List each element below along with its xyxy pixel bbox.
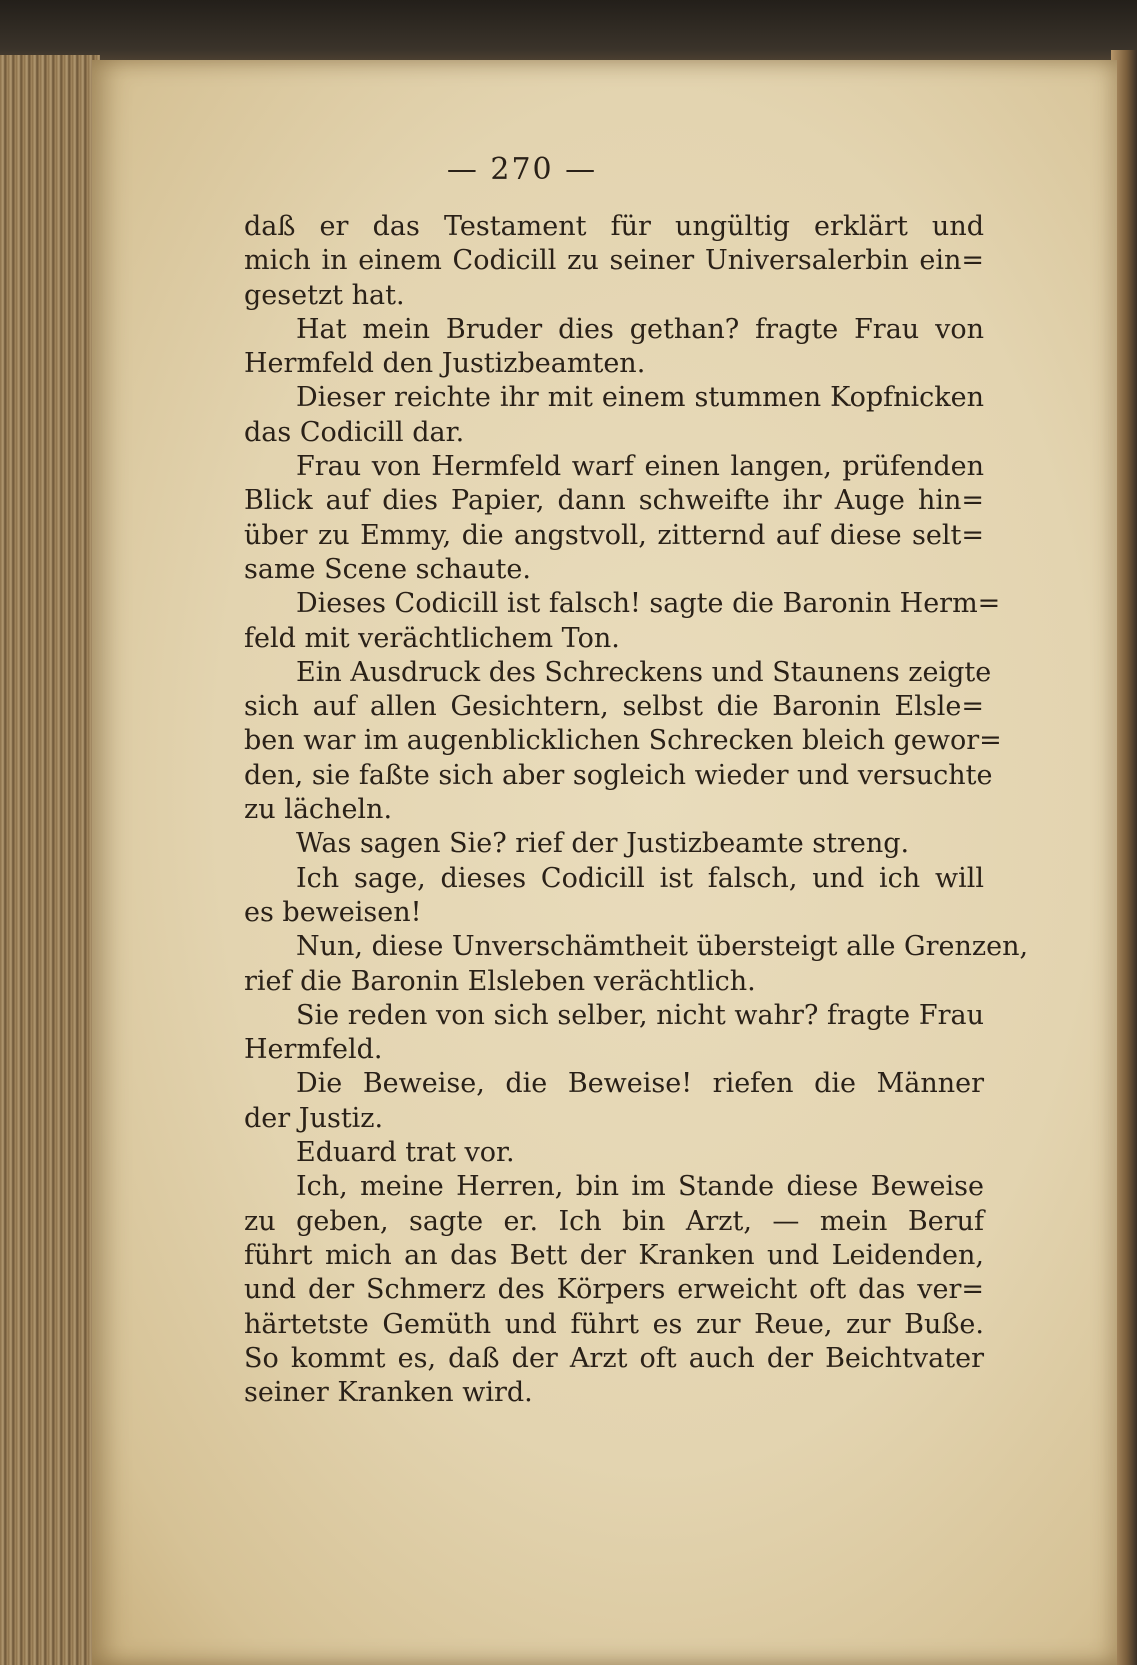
text-line: der Justiz.	[244, 1102, 384, 1134]
text-line: Was sagen Sie? rief der Justizbeamte streng.	[296, 828, 910, 860]
page-number: — 270 —	[446, 152, 598, 187]
text-line: das Codicill dar.	[244, 416, 465, 448]
text-line: mich in einem Codicill zu seiner Universalerbin ein=	[244, 245, 984, 277]
text-line: ben war im augenblicklichen Schrecken bleich gewor=	[244, 725, 1002, 757]
text-line: es beweisen!	[244, 896, 422, 928]
text-line: zu lächeln.	[244, 794, 393, 826]
text-line: Ein Ausdruck des Schreckens und Staunens zeigte	[296, 656, 992, 688]
text-line: führt mich an das Bett der Kranken und Leidenden,	[244, 1239, 984, 1271]
text-line: Sie reden von sich selber, nicht wahr? fragte Frau	[296, 999, 984, 1031]
text-line: Eduard trat vor.	[296, 1137, 515, 1169]
text-line: gesetzt hat.	[244, 279, 405, 311]
text-line: Dieses Codicill ist falsch! sagte die Baronin Herm=	[296, 588, 1001, 620]
text-line: den, sie faßte sich aber sogleich wieder und versuchte	[244, 759, 993, 791]
text-line: Dieser reichte ihr mit einem stummen Kopfnicken	[296, 382, 984, 414]
book-page	[92, 60, 1117, 1665]
page-text	[244, 210, 1029, 1410]
text-line: feld mit verächtlichem Ton.	[244, 622, 620, 654]
text-line: sich auf allen Gesichtern, selbst die Baronin Elsle=	[244, 691, 984, 723]
text-line: und der Schmerz des Körpers erweicht oft das ver=	[244, 1274, 984, 1306]
text-line: Hermfeld.	[244, 1034, 383, 1066]
text-line: über zu Emmy, die angstvoll, zitternd auf diese selt=	[244, 519, 984, 551]
text-line: daß er das Testament für ungültig erklärt und	[244, 211, 984, 242]
text-line: Blick auf dies Papier, dann schweifte ihr Auge hin=	[244, 485, 984, 517]
text-line: Ich, meine Herren, bin im Stande diese Beweise	[296, 1171, 984, 1203]
text-line: Ich sage, dieses Codicill ist falsch, und ich will	[296, 862, 984, 894]
text-line: rief die Baronin Elsleben verächtlich.	[244, 965, 756, 997]
text-line: seiner Kranken wird.	[244, 1377, 533, 1409]
text-line: Frau von Hermfeld warf einen langen, prüfenden	[296, 451, 984, 483]
text-line: Nun, diese Unverschämtheit übersteigt alle Grenzen,	[296, 931, 1029, 963]
page-edges	[0, 55, 100, 1665]
text-line: härtetste Gemüth und führt es zur Reue, zur Buße.	[244, 1308, 984, 1340]
text-line: Hat mein Bruder dies gethan? fragte Frau von	[296, 313, 984, 345]
text-line: Hermfeld den Justizbeamten.	[244, 348, 646, 380]
text-line: So kommt es, daß der Arzt oft auch der Beichtvater	[244, 1342, 984, 1374]
text-line: same Scene schaute.	[244, 553, 531, 585]
text-line: zu geben, sagte er. Ich bin Arzt, — mein Beruf	[244, 1205, 984, 1237]
text-line: Die Beweise, die Beweise! riefen die Männer	[296, 1068, 984, 1100]
